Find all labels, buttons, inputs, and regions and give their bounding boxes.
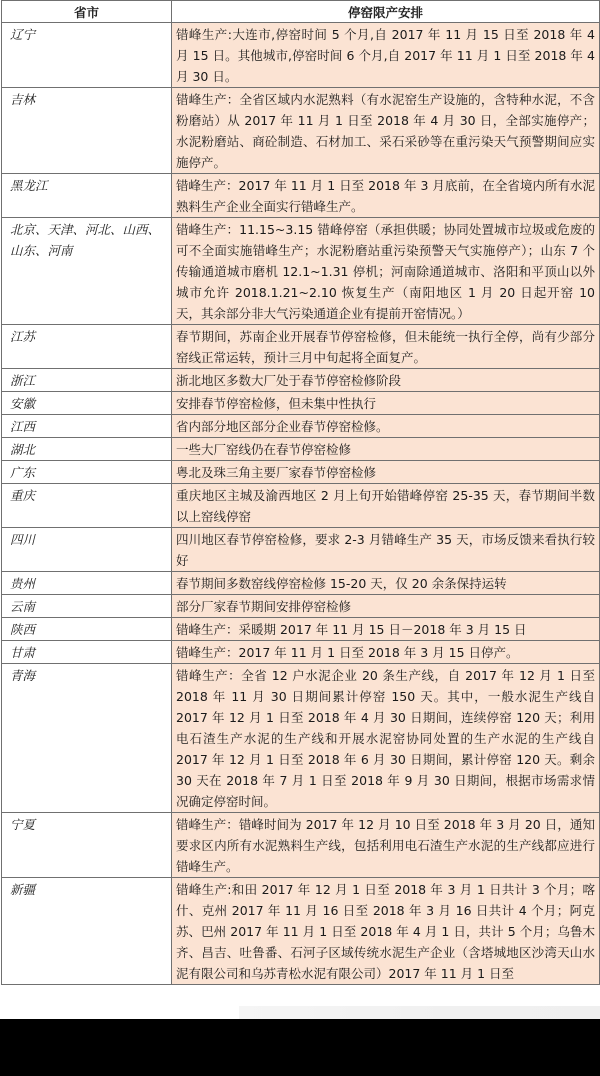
province-cell: 重庆 xyxy=(2,484,172,528)
table-row xyxy=(2,438,600,461)
arrangement-cell: 错峰生产：2017 年 11 月 1 日至 2018 年 3 月 15 日停产。 xyxy=(172,641,600,664)
province-cell: 贵州 xyxy=(2,572,172,595)
province-cell: 北京、天津、河北、山西、山东、河南 xyxy=(2,218,172,325)
arrangement-cell: 错峰生产：全省区域内水泥熟料（有水泥窑生产设施的，含特种水泥，不含粉磨站）从 2017 年 11 月 1 日至 2018 年 4 月 30 日，全部实施停产；水泥粉磨站、商砼制造、石材加工、采石采砂等在重污染天气预警期间应实施停产。 xyxy=(172,88,600,174)
arrangement-cell: 部分厂家春节期间安排停窑检修 xyxy=(172,595,600,618)
table-row xyxy=(2,369,600,392)
arrangement-cell: 错峰生产：全省 12 户水泥企业 20 条生产线，自 2017 年 12 月 1 日至 2018 年 11 月 30 日期间累计停窑 150 天。其中，一般水泥生产线自 2017 年 12 月 1 日至 2018 年 4 月 30 日期间，连续停窑 120 天；利用电石渣生产水泥的生产线和开展水泥窑协同处置的生产水泥的生产线自 2017 年 12 月 1 日至 2018 年 6 月 30 日期间，累计停窑 120 天。剩余 30 天在 2018 年 7 月 1 日至 2018 年 9 月 30 日期间，根据市场需求情况确定停窑时间。 xyxy=(172,664,600,813)
arrangement-cell: 一些大厂窑线仍在春节停窑检修 xyxy=(172,438,600,461)
province-cell: 广东 xyxy=(2,461,172,484)
province-cell: 湖北 xyxy=(2,438,172,461)
province-cell: 安徽 xyxy=(2,392,172,415)
arrangement-column-header: 停窑限产安排 xyxy=(172,1,600,23)
table-row xyxy=(2,813,600,878)
table-header-row xyxy=(2,1,600,23)
province-column-header: 省市 xyxy=(2,1,172,23)
arrangement-cell: 省内部分地区部分企业春节停窑检修。 xyxy=(172,415,600,438)
province-cell: 浙江 xyxy=(2,369,172,392)
table-row xyxy=(2,218,600,325)
province-cell: 云南 xyxy=(2,595,172,618)
table-row xyxy=(2,461,600,484)
arrangement-cell: 错峰生产：2017 年 11 月 1 日至 2018 年 3 月底前，在全省境内所有水泥熟料生产企业全面实行错峰生产。 xyxy=(172,174,600,218)
bottom-black-bar xyxy=(0,1019,600,1076)
arrangement-cell: 错峰生产：11.15~3.15 错峰停窑（承担供暖；协同处置城市垃圾或危废的可不全面实施错峰生产；水泥粉磨站重污染预警天气实施停产）；山东 7 个传输通道城市磨机 12.1~1.31 停机；河南除通道城市、洛阳和平顶山以外城市允许 2018.1.21~2.10 恢复生产（南阳地区 1 月 20 日起开窑 10 天，其余部分非大气污染通道企业有提前开窑情况。） xyxy=(172,218,600,325)
table-row xyxy=(2,878,600,985)
arrangement-cell: 错峰生产：错峰时间为 2017 年 12 月 10 日至 2018 年 3 月 20 日，通知要求区内所有水泥熟料生产线，包括利用电石渣生产水泥的生产线都应进行错峰生产。 xyxy=(172,813,600,878)
province-cell: 宁夏 xyxy=(2,813,172,878)
table-row xyxy=(2,528,600,572)
arrangement-cell: 四川地区春节停窑检修，要求 2-3 月错峰生产 35 天，市场反馈来看执行较好 xyxy=(172,528,600,572)
table-row xyxy=(2,618,600,641)
table-row xyxy=(2,664,600,813)
table-row xyxy=(2,484,600,528)
province-cell: 辽宁 xyxy=(2,23,172,88)
province-cell: 江西 xyxy=(2,415,172,438)
province-cell: 江苏 xyxy=(2,325,172,369)
table-row xyxy=(2,392,600,415)
table-row xyxy=(2,415,600,438)
province-cell: 新疆 xyxy=(2,878,172,985)
table-row xyxy=(2,88,600,174)
arrangement-cell: 浙北地区多数大厂处于春节停窑检修阶段 xyxy=(172,369,600,392)
province-cell: 陕西 xyxy=(2,618,172,641)
arrangement-cell: 春节期间，苏南企业开展春节停窑检修，但未能统一执行全停，尚有少部分窑线正常运转，预计三月中旬起将全面复产。 xyxy=(172,325,600,369)
table-row xyxy=(2,325,600,369)
province-cell: 四川 xyxy=(2,528,172,572)
arrangement-cell: 错峰生产：采暖期 2017 年 11 月 15 日－2018 年 3 月 15 日 xyxy=(172,618,600,641)
arrangement-cell: 安排春节停窑检修，但未集中性执行 xyxy=(172,392,600,415)
production-limit-table xyxy=(1,0,600,985)
province-cell: 青海 xyxy=(2,664,172,813)
province-cell: 吉林 xyxy=(2,88,172,174)
table-row xyxy=(2,174,600,218)
arrangement-cell: 春节期间多数窑线停窑检修 15-20 天，仅 20 余条保持运转 xyxy=(172,572,600,595)
arrangement-cell: 错峰生产:大连市,停窑时间 5 个月,自 2017 年 11 月 15 日至 2018 年 4 月 15 日。其他城市,停窑时间 6 个月,自 2017 年 11 月 1 日至 2018 年 4 月 30 日。 xyxy=(172,23,600,88)
province-cell: 黑龙江 xyxy=(2,174,172,218)
table-row xyxy=(2,572,600,595)
arrangement-cell: 粤北及珠三角主要厂家春节停窑检修 xyxy=(172,461,600,484)
province-cell: 甘肃 xyxy=(2,641,172,664)
table-row xyxy=(2,23,600,88)
arrangement-cell: 错峰生产:和田 2017 年 12 月 1 日至 2018 年 3 月 1 日共计 3 个月；喀什、克州 2017 年 11 月 16 日至 2018 年 3 月 16 日共计 4 个月；阿克苏、巴州 2017 年 11 月 1 日至 2018 年 4 月 1 日，共计 5 个月；乌鲁木齐、昌吉、吐鲁番、石河子区域传统水泥生产企业（含塔城地区沙湾天山水泥有限公司和乌苏青松水泥有限公司）2017 年 11 月 1 日至 xyxy=(172,878,600,985)
arrangement-cell: 重庆地区主城及渝西地区 2 月上旬开始错峰停窑 25-35 天，春节期间半数以上窑线停窑 xyxy=(172,484,600,528)
table-row xyxy=(2,641,600,664)
table-row xyxy=(2,595,600,618)
